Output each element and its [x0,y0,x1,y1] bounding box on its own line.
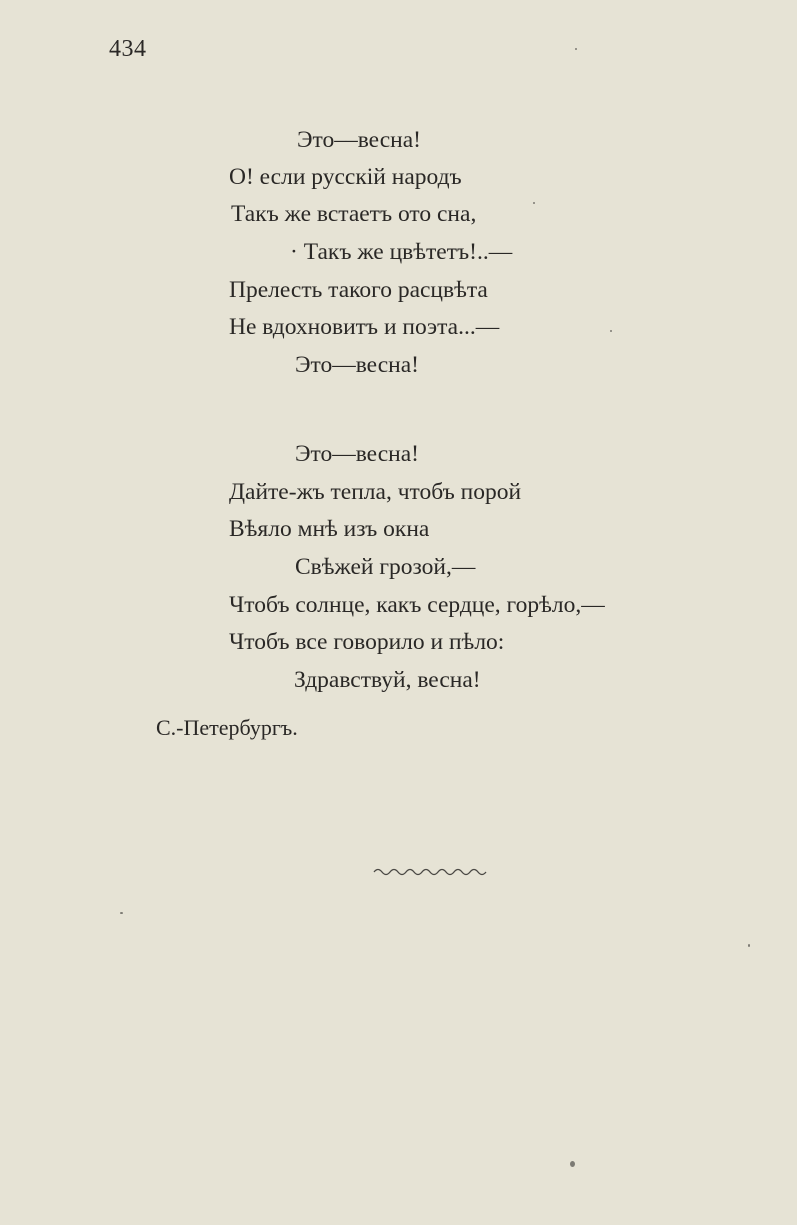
poem-line: Свѣжей грозой,— [295,554,476,580]
poem-line: Здравствуй, весна! [294,667,481,693]
poem-line: Это—весна! [295,352,419,378]
poem-line: Вѣяло мнѣ изъ окна [229,516,430,542]
paper-speck [610,330,612,332]
poem-line: Чтобъ солнце, какъ сердце, горѣло,— [229,592,605,618]
ornament-divider [372,866,492,878]
poem-line: О! если русскій народъ [229,164,462,190]
poem-line: Прелесть такого расцвѣта [229,277,488,303]
poem-line: Дайте-жъ тепла, чтобъ порой [229,479,522,505]
place-signature: С.-Петербургъ. [156,715,298,740]
paper-speck [748,944,750,947]
page-number: 434 [109,36,147,62]
poem-line: · Такъ же цвѣтетъ!..— [290,239,513,265]
paper-speck [120,912,123,914]
poem-line: Такъ же встаетъ ото сна, [231,201,477,227]
poem-line: Это––весна! [297,127,421,153]
paper-speck [533,202,535,204]
paper-speck [570,1161,575,1167]
poem-line: Не вдохновитъ и поэта...— [229,314,500,340]
poem-line: Это—весна! [295,441,419,467]
poem-line: Чтобъ все говорило и пѣло: [229,629,505,655]
paper-speck [575,48,577,50]
